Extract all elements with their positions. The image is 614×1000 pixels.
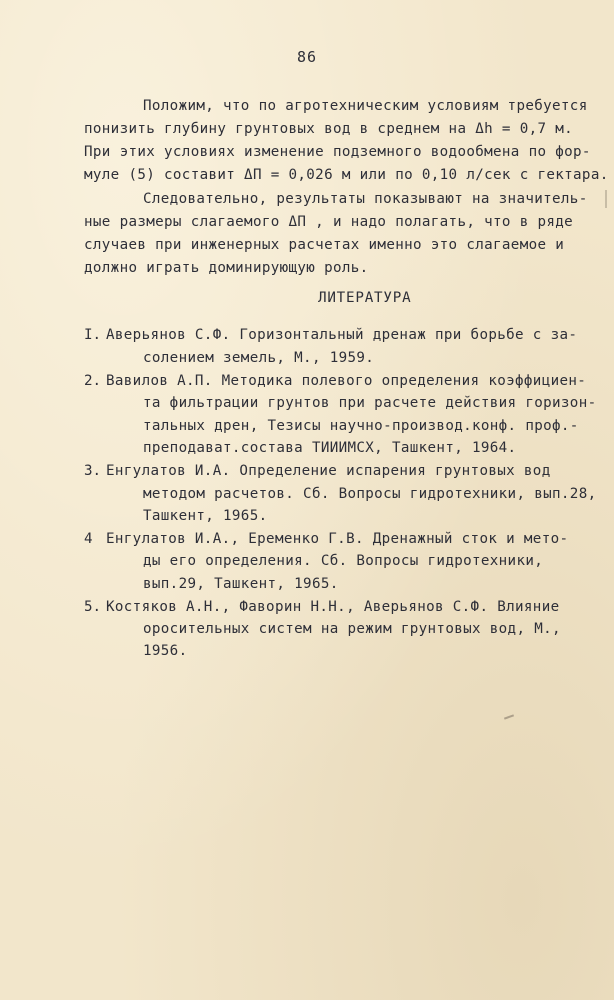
paragraph-1-line-3: При этих условиях изменение подземного водообмена по фор-	[84, 144, 591, 160]
paragraph-2-line-4: должно играть доминирующую роль.	[84, 260, 369, 276]
paragraph-1-line-2: понизить глубину грунтовых вод в среднем на Δh = 0,7 м.	[84, 121, 574, 137]
reference-number: 5.	[84, 599, 102, 615]
reference-line: Ташкент, 1965.	[143, 508, 268, 524]
references-heading: ЛИТЕРАТУРА	[318, 290, 412, 306]
page-number: 86	[296, 48, 318, 66]
paragraph-1-line-4: муле (5) составит ΔП = 0,026 м или по 0,10 л/сек с гектара.	[84, 167, 609, 183]
edge-mark	[605, 190, 607, 208]
reference-number: 4	[84, 531, 93, 547]
reference-line: преподават.состава ТИИИМСХ, Ташкент, 1964.	[143, 440, 517, 456]
reference-line: ды его определения. Сб. Вопросы гидротехники,	[143, 553, 544, 569]
scan-speck	[504, 714, 514, 719]
reference-line: та фильтрации грунтов при расчете действия горизон-	[143, 395, 597, 411]
reference-number: I.	[84, 327, 102, 343]
reference-line: вып.29, Ташкент, 1965.	[143, 576, 339, 592]
reference-line: методом расчетов. Сб. Вопросы гидротехники, вып.28,	[143, 486, 597, 502]
reference-line: солением земель, М., 1959.	[143, 350, 375, 366]
reference-line: Енгулатов И.А. Определение испарения грунтовых вод	[106, 463, 551, 479]
reference-line: Вавилов А.П. Методика полевого определения коэффициен-	[106, 373, 587, 389]
reference-line: 1956.	[143, 643, 188, 659]
reference-number: 2.	[84, 373, 102, 389]
paragraph-2-line-2: ные размеры слагаемого ΔП , и надо полагать, что в ряде	[84, 214, 574, 230]
reference-number: 3.	[84, 463, 102, 479]
paragraph-1-line-1: Положим, что по агротехническим условиям требуется	[143, 98, 588, 114]
reference-line: Енгулатов И.А., Еременко Г.В. Дренажный сток и мето-	[106, 531, 569, 547]
reference-line: тальных дрен, Тезисы научно-производ.конф. проф.-	[143, 418, 579, 434]
reference-line: оросительных систем на режим грунтовых вод, М.,	[143, 621, 561, 637]
paragraph-2-line-1: Следовательно, результаты показывают на значитель-	[143, 191, 588, 207]
paragraph-2-line-3: случаев при инженерных расчетах именно это слагаемое и	[84, 237, 565, 253]
reference-line: Костяков А.Н., Фаворин Н.Н., Аверьянов С.Ф. Влияние	[106, 599, 560, 615]
reference-line: Аверьянов С.Ф. Горизонтальный дренаж при борьбе с за-	[106, 327, 578, 343]
